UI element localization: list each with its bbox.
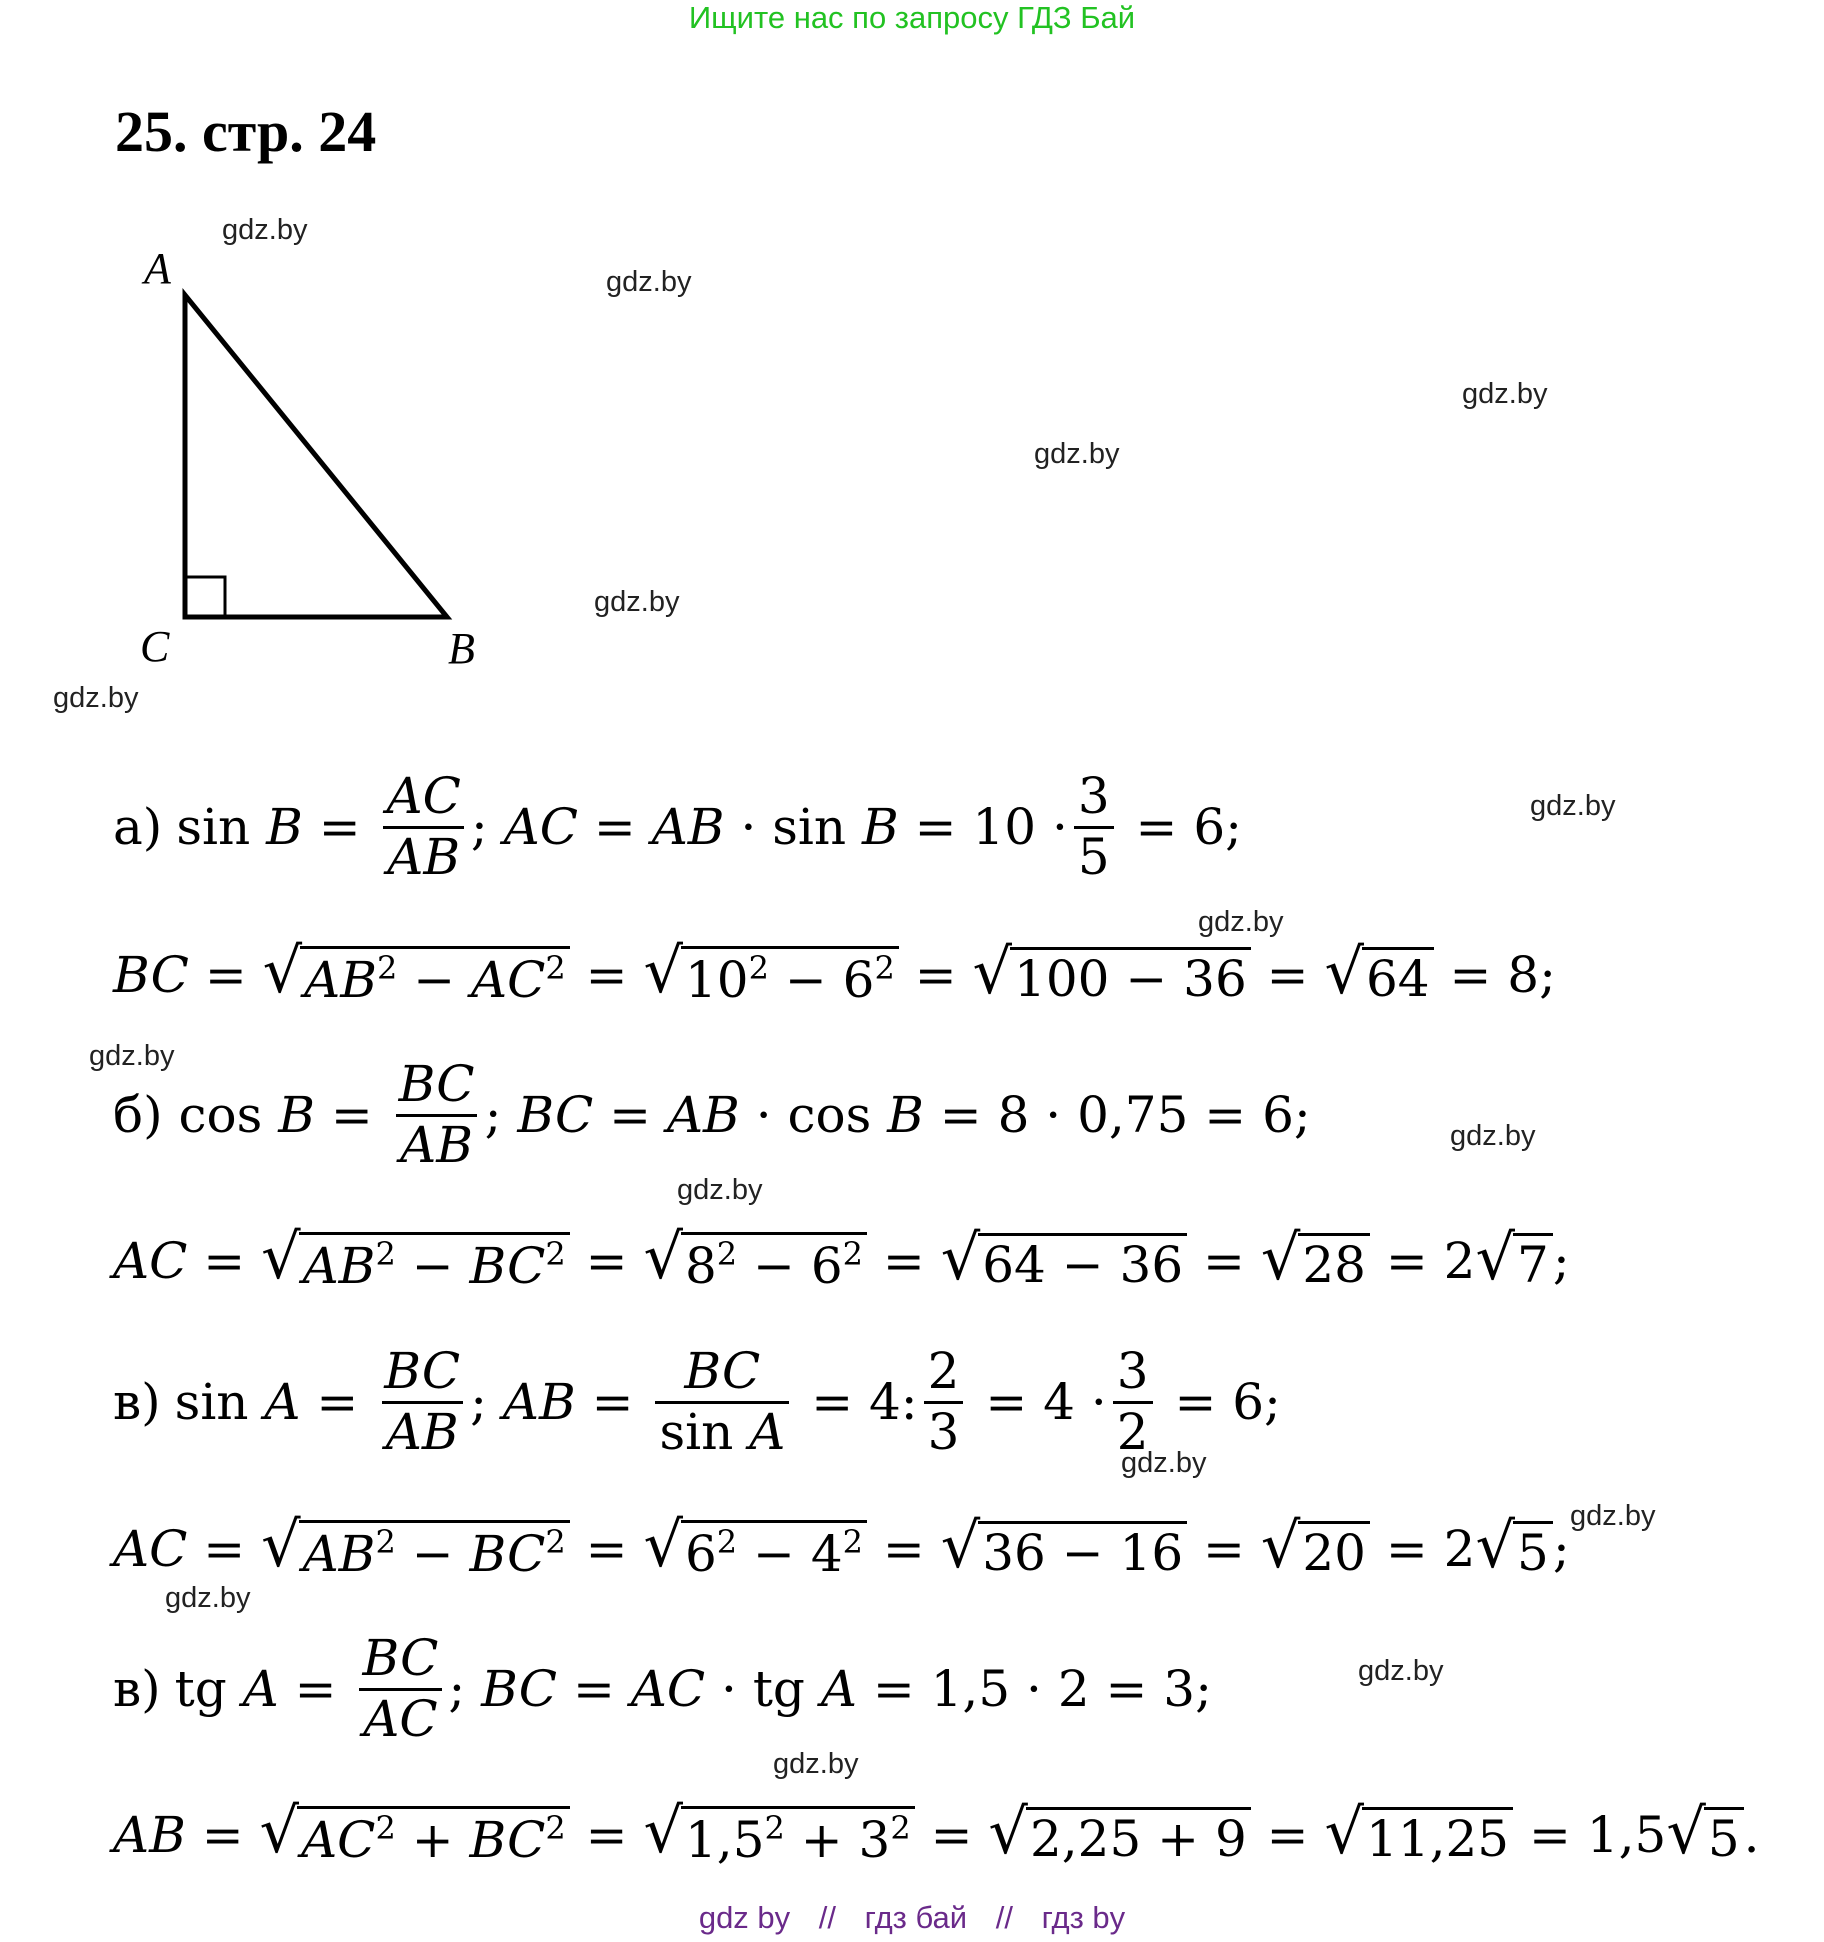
watermark: gdz.by <box>1570 1500 1656 1532</box>
watermark: gdz.by <box>1462 378 1548 410</box>
footer-link[interactable]: гдз бай <box>864 1900 968 1935</box>
item-label: в) <box>113 1660 161 1718</box>
footer <box>0 1900 1824 1936</box>
fraction: $\frac{BC}{AB}$ <box>395 1056 479 1174</box>
footer-separator: // <box>818 1900 837 1935</box>
footer-link[interactable]: гдз by <box>1041 1900 1126 1935</box>
top-banner: Ищите нас по запросу ГДЗ Бай <box>688 0 1136 35</box>
item-label: б) <box>113 1086 163 1144</box>
equation-line: BC = √ $AB^2 - AC^2$ = √ $10^2 - 6^2$ = √ 100 − 36 = √ 64 = 8; <box>113 934 1556 1009</box>
vertex-b-label: B <box>448 624 475 673</box>
equation-line: AC = √ $AB^2 - BC^2$ = √ $6^2 - 4^2$ = √ 36 − 16 = √ 20 = 2 √ 5 ; <box>113 1508 1570 1583</box>
fraction: $\frac{AC}{AB}$ <box>383 768 465 886</box>
fraction: $\frac{BC}{AC}$ <box>358 1630 442 1748</box>
equation-line: б) cos B = $\frac{BC}{AB}$ ; BC = AB · cos B = 8 · 0,75 = 6; <box>113 1055 1311 1174</box>
right-angle-mark <box>185 577 225 617</box>
watermark: gdz.by <box>222 214 308 246</box>
watermark: gdz.by <box>1121 1447 1207 1479</box>
page-title: 25. стр. 24 <box>115 99 377 164</box>
watermark: gdz.by <box>594 586 680 618</box>
watermark: gdz.by <box>1450 1120 1536 1152</box>
item-label: в) <box>113 1373 161 1431</box>
footer-separator: // <box>995 1900 1013 1935</box>
watermark: gdz.by <box>53 682 139 714</box>
fraction: $\frac{3}{5}$ <box>1074 768 1114 886</box>
watermark: gdz.by <box>606 266 692 298</box>
footer-link[interactable]: gdz by <box>698 1900 791 1935</box>
watermark: gdz.by <box>1358 1655 1444 1687</box>
watermark: gdz.by <box>1198 906 1284 938</box>
watermark: gdz.by <box>1034 438 1120 470</box>
equation-line: а) sin B = $\frac{AC}{AB}$ ; AC = AB · sin B = 10 · $\frac{3}{5}$ = 6; <box>113 767 1242 886</box>
vertex-c-label: C <box>140 622 170 671</box>
triangle-figure <box>130 245 510 685</box>
vertex-a-label: A <box>144 245 171 293</box>
equation-line: AC = √ $AB^2 - BC^2$ = √ $8^2 - 6^2$ = √ 64 − 36 = √ 28 = 2 √ 7 ; <box>113 1220 1570 1295</box>
watermark: gdz.by <box>165 1582 251 1614</box>
equation-line: в) sin A = $\frac{BC}{AB}$ ; AB = $\frac{BC}{\text{sin A}}$ = 4: $\frac{2}{3}$ = 4 · $\frac{3}{2}$ = 6; <box>113 1342 1281 1461</box>
equation-line: в) tg A = $\frac{BC}{AC}$ ; BC = AC · tg A = 1,5 · 2 = 3; <box>113 1629 1212 1748</box>
fraction: $\frac{3}{2}$ <box>1113 1343 1153 1461</box>
equation-line: AB = √ $AC^2 + BC^2$ = √ $1,5^2 + 3^2$ = √ 2,25 + 9 = √ 11,25 = 1,5 √ 5 . <box>113 1794 1760 1869</box>
fraction: $\frac{BC}{\text{sin A}}$ <box>655 1343 789 1461</box>
fraction: $\frac{2}{3}$ <box>924 1343 964 1461</box>
triangle-shape <box>185 295 447 617</box>
item-label: а) <box>113 798 163 856</box>
watermark: gdz.by <box>89 1040 175 1072</box>
watermark: gdz.by <box>677 1174 763 1206</box>
fraction: $\frac{BC}{AB}$ <box>380 1343 464 1461</box>
watermark: gdz.by <box>1530 790 1616 822</box>
watermark: gdz.by <box>773 1748 859 1780</box>
